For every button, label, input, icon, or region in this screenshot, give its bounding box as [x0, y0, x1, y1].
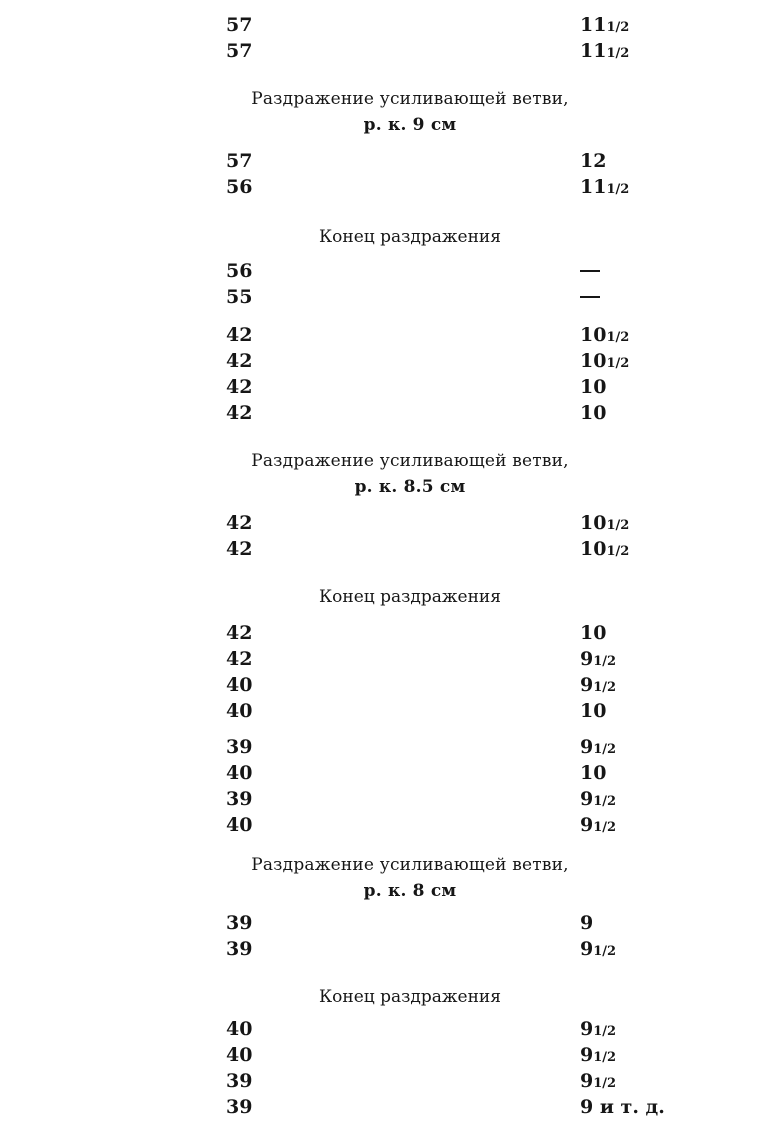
stimulation-heading	[0, 448, 760, 500]
left-value: 56	[226, 176, 253, 198]
left-value: 40	[226, 1018, 253, 1040]
left-value: 42	[226, 648, 253, 670]
table-row	[0, 1042, 760, 1068]
left-value: 40	[226, 814, 253, 836]
right-main: 9	[580, 814, 594, 836]
left-value: 57	[226, 150, 253, 172]
dash-mark	[580, 296, 600, 298]
right-value	[580, 1042, 616, 1071]
right-value	[580, 38, 629, 67]
right-main: 10	[580, 538, 607, 560]
right-main: 10	[580, 350, 607, 372]
fraction: 1/2	[593, 794, 617, 809]
right-value	[580, 12, 629, 41]
left-value: 42	[226, 376, 253, 398]
right-value	[580, 698, 606, 724]
right-value	[580, 348, 629, 377]
fraction: 1/2	[593, 944, 617, 959]
dash-mark	[580, 270, 600, 272]
right-main: 9	[580, 1044, 594, 1066]
table-row	[0, 1068, 760, 1094]
table-row	[0, 698, 760, 724]
fraction: 1/2	[593, 680, 617, 695]
right-main: 9	[580, 912, 594, 934]
fraction: 1/2	[606, 518, 630, 533]
left-value: 55	[226, 286, 253, 308]
left-value: 40	[226, 674, 253, 696]
table-row	[0, 174, 760, 200]
left-value: 42	[226, 324, 253, 346]
right-value	[580, 672, 616, 701]
left-value: 42	[226, 350, 253, 372]
right-main: 12	[580, 150, 607, 172]
fraction: 1/2	[593, 1050, 617, 1065]
fraction: 1/2	[606, 330, 630, 345]
table-row	[0, 38, 760, 64]
right-main: 11	[580, 40, 607, 62]
end-of-stimulation-heading: Конец раздражения	[319, 227, 501, 247]
end-of-stimulation-heading: Конец раздражения	[319, 987, 501, 1007]
table-row	[0, 734, 760, 760]
table-row	[0, 812, 760, 838]
left-value: 42	[226, 402, 253, 424]
right-value	[580, 284, 600, 310]
right-main: 9	[580, 1018, 594, 1040]
fraction: 1/2	[593, 1076, 617, 1091]
fraction: 1/2	[606, 182, 630, 197]
table-row	[0, 374, 760, 400]
table-row	[0, 760, 760, 786]
left-value: 39	[226, 938, 253, 960]
table-row	[0, 536, 760, 562]
right-value	[580, 1094, 665, 1120]
heading-line-2: р. к. 9 см	[363, 115, 457, 135]
left-value: 42	[226, 512, 253, 534]
right-value	[580, 510, 629, 539]
right-value	[580, 734, 616, 763]
table-row	[0, 910, 760, 936]
right-value	[580, 1068, 616, 1097]
right-value	[580, 148, 606, 174]
heading-line-1: Раздражение усиливающей ветви,	[251, 89, 569, 109]
right-value	[580, 760, 606, 786]
left-value: 39	[226, 912, 253, 934]
right-main: 9 и т. д.	[580, 1096, 665, 1118]
end-of-stimulation-heading: Конец раздражения	[319, 587, 501, 607]
right-value	[580, 322, 629, 351]
left-value: 42	[226, 538, 253, 560]
fraction: 1/2	[593, 654, 617, 669]
right-value	[580, 812, 616, 841]
right-main: 9	[580, 736, 594, 758]
left-value: 39	[226, 1070, 253, 1092]
heading-line-2: р. к. 8 см	[363, 881, 457, 901]
fraction: 1/2	[606, 544, 630, 559]
right-main: 10	[580, 762, 607, 784]
fraction: 1/2	[606, 46, 630, 61]
right-main: 9	[580, 1070, 594, 1092]
right-value	[580, 258, 600, 284]
right-value	[580, 536, 629, 565]
table-row	[0, 786, 760, 812]
fraction: 1/2	[593, 820, 617, 835]
right-value	[580, 174, 629, 203]
right-main: 11	[580, 14, 607, 36]
right-main: 9	[580, 648, 594, 670]
right-main: 10	[580, 324, 607, 346]
table-row	[0, 322, 760, 348]
right-main: 10	[580, 700, 607, 722]
right-value	[580, 646, 616, 675]
table-row	[0, 284, 760, 310]
right-main: 11	[580, 176, 607, 198]
heading-line-1: Раздражение усиливающей ветви,	[251, 855, 569, 875]
fraction: 1/2	[606, 20, 630, 35]
right-value	[580, 936, 616, 965]
table-row	[0, 12, 760, 38]
right-main: 9	[580, 938, 594, 960]
table-row	[0, 936, 760, 962]
fraction: 1/2	[593, 1024, 617, 1039]
table-row	[0, 620, 760, 646]
table-row	[0, 148, 760, 174]
stimulation-heading	[0, 86, 760, 138]
right-main: 10	[580, 622, 607, 644]
table-row	[0, 510, 760, 536]
right-value	[580, 786, 616, 815]
left-value: 39	[226, 788, 253, 810]
table-row	[0, 672, 760, 698]
left-value: 42	[226, 622, 253, 644]
fraction: 1/2	[593, 742, 617, 757]
right-value	[580, 400, 606, 426]
table-row	[0, 400, 760, 426]
right-main: 10	[580, 512, 607, 534]
heading-line-2: р. к. 8.5 см	[354, 477, 466, 497]
table-row	[0, 1094, 760, 1120]
left-value: 57	[226, 14, 253, 36]
table-row	[0, 258, 760, 284]
left-value: 56	[226, 260, 253, 282]
table-row	[0, 646, 760, 672]
heading-line-1: Раздражение усиливающей ветви,	[251, 451, 569, 471]
left-value: 57	[226, 40, 253, 62]
right-main: 10	[580, 402, 607, 424]
fraction: 1/2	[606, 356, 630, 371]
table-row	[0, 348, 760, 374]
left-value: 39	[226, 1096, 253, 1118]
right-main: 9	[580, 788, 594, 810]
table-row	[0, 1016, 760, 1042]
right-value	[580, 374, 606, 400]
left-value: 40	[226, 700, 253, 722]
right-main: 10	[580, 376, 607, 398]
right-value	[580, 910, 593, 936]
left-value: 40	[226, 1044, 253, 1066]
right-value	[580, 1016, 616, 1045]
stimulation-heading	[0, 852, 760, 904]
left-value: 39	[226, 736, 253, 758]
left-value: 40	[226, 762, 253, 784]
right-value	[580, 620, 606, 646]
right-main: 9	[580, 674, 594, 696]
